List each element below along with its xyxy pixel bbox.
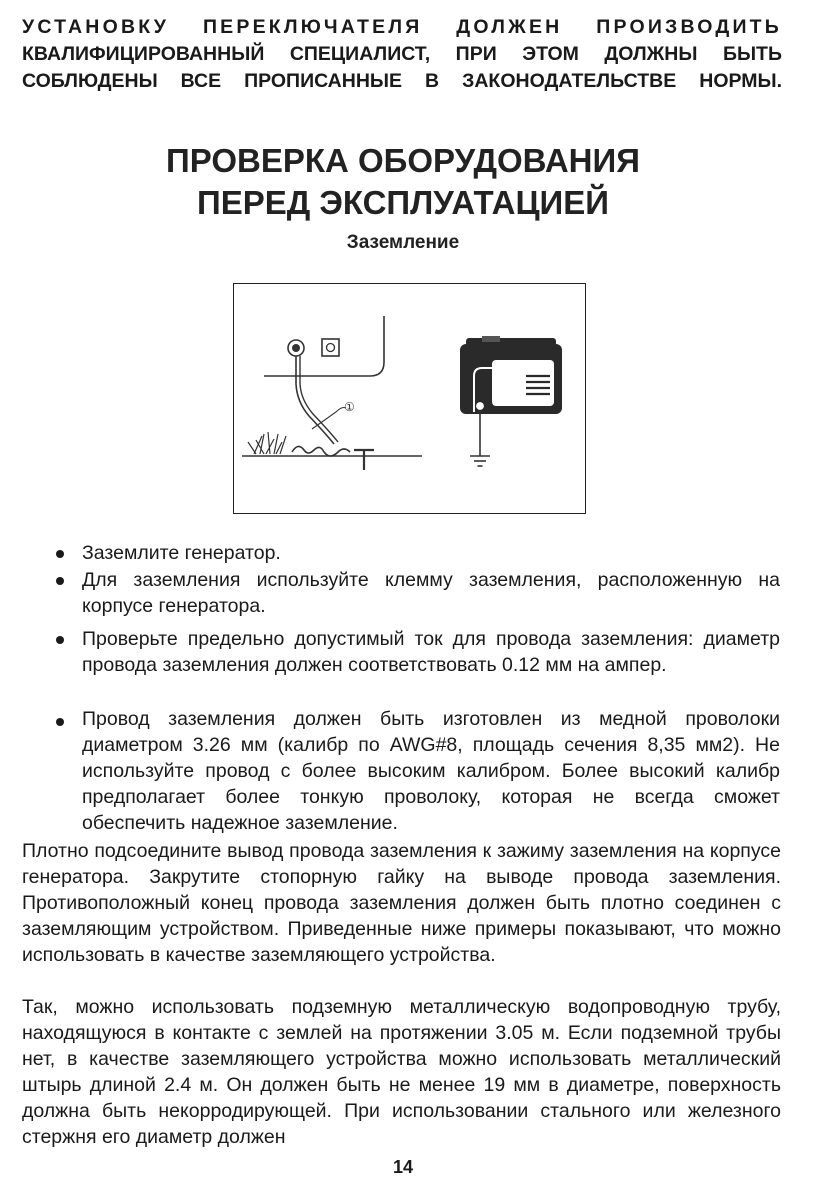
wire-coil (292, 446, 350, 456)
list-item (82, 626, 780, 678)
list-item-text: Для заземления используйте клемму заземления, расположенную на корпусе генератора. (82, 569, 780, 617)
list-item (82, 706, 780, 836)
bullet-icon (56, 718, 64, 726)
grounding-diagram (234, 284, 584, 512)
list-item-text: Провод заземления должен быть изготовлен из медной проволоки диаметром 3.26 мм (калибр по AWG#8, площадь сечения 8,35 мм2). Не используйте провод с более высоким калибром. Более высокий калибр предполагает более тонкую проволоку, которая не всегда сможет обеспечить надежное заземление. (82, 708, 780, 834)
paragraph-ground-device: Так, можно использовать подземную металлическую водопроводную трубу, находящуюся в контакте с землей на протяжении 3.05 м. Если подземной трубы нет, в качестве заземляющего устройства можно использовать металлический штырь длиной 2.4 м. Он должен быть не менее 19 мм в диаметре, поверхность должна быть некорродирующей. При использовании стального или железного стержня его диаметр должен (22, 996, 781, 1148)
section-subtitle: Заземление (346, 232, 460, 253)
grass-icon (248, 432, 286, 454)
page-title-line-2: ПЕРЕД ЭКСПЛУАТАЦИЕЙ (196, 184, 610, 221)
grounding-illustration (233, 283, 586, 514)
ground-terminal-icon (288, 340, 304, 356)
list-item (82, 540, 780, 566)
installation-warning (22, 14, 782, 95)
list-item (82, 567, 780, 619)
page-title-line-1: ПРОВЕРКА ОБОРУДОВАНИЯ (166, 142, 640, 179)
socket-icon (322, 339, 339, 356)
bullet-icon (56, 577, 64, 585)
bullet-icon (56, 636, 64, 644)
bullet-icon (56, 550, 64, 558)
list-item-text: Проверьте предельно допустимый ток для провода заземления: диаметр провода заземления должен соответствовать 0.12 мм на ампер. (82, 628, 780, 676)
warning-line-2: КВАЛИФИЦИРОВАННЫЙ СПЕЦИАЛИСТ, ПРИ ЭТОМ ДОЛЖНЫ БЫТЬ (22, 43, 782, 65)
callout-label: ① (344, 400, 355, 414)
warning-line-1: УСТАНОВКУ ПЕРЕКЛЮЧАТЕЛЯ ДОЛЖЕН ПРОИЗВОДИТЬ (22, 16, 782, 38)
ground-stake-icon (354, 450, 374, 470)
warning-line-3: СОБЛЮДЕНЫ ВСЕ ПРОПИСАННЫЕ В ЗАКОНОДАТЕЛЬСТВЕ НОРМЫ. (22, 70, 782, 92)
page-number: 14 (392, 1157, 414, 1177)
generator-icon (460, 336, 562, 414)
list-item-text: Заземлите генератор. (82, 542, 281, 564)
earth-ground-icon (470, 410, 490, 466)
panel-outline (264, 316, 384, 376)
paragraph-connection: Плотно подсоедините вывод провода заземления к зажиму заземления на корпусе генератора. Закрутите стопорную гайку на выводе провода заземления. Противоположный конец провода заземления должен быть плотно соединен с заземляющим устройством. Приведенные ниже примеры показывают, что можно использовать в качестве заземляющего устройства. (22, 840, 781, 966)
